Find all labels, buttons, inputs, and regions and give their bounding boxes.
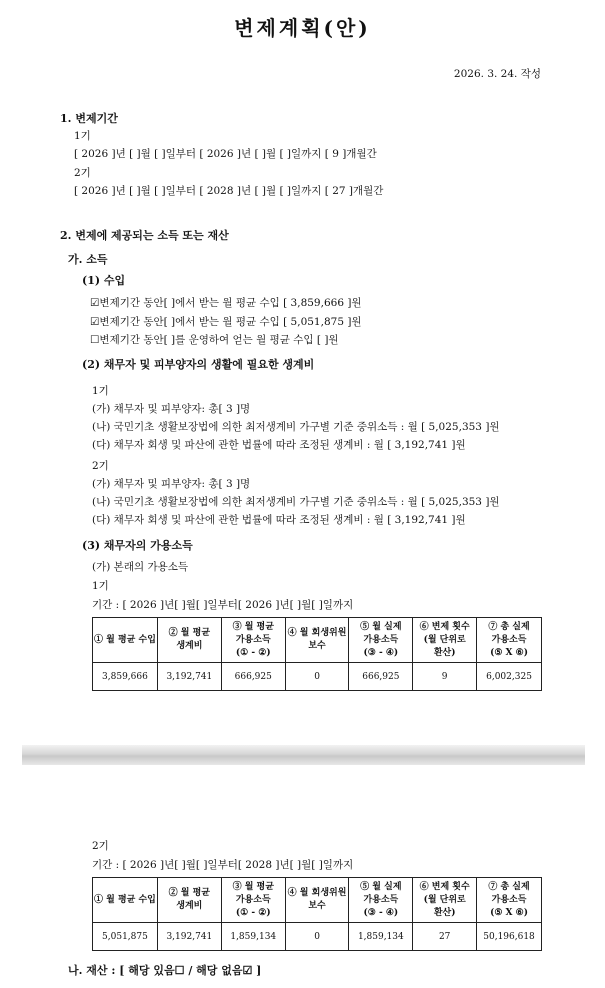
revenue-heading: (1) 수입: [82, 274, 126, 287]
table-row: [93, 923, 542, 951]
table-1-label: 1기: [92, 580, 109, 592]
checkbox-icon[interactable]: ☐: [90, 334, 100, 346]
section-2-heading: 2. 변제에 제공되는 소득 또는 재산: [60, 229, 229, 242]
section-1-heading: 1. 변제기간: [60, 112, 118, 125]
table-cell: 5,051,875: [93, 923, 158, 951]
checkbox-icon[interactable]: ☑: [90, 316, 100, 328]
table-header-cell: ⑦ 총 실제 가용소득 (⑤ X ⑥): [477, 878, 542, 923]
available-income-table-2: [92, 877, 542, 951]
table-cell: 3,192,741: [157, 923, 221, 951]
period-1-label: 1기: [74, 130, 91, 142]
income-subheading: 가. 소득: [68, 253, 108, 266]
table-cell: 0: [285, 663, 349, 691]
living-p1-line-3: (다) 채무자 회생 및 파산에 관한 법률에 따라 조정된 생계비 : 월 [ 3,192,741 ]원: [92, 439, 466, 451]
table-cell: 1,859,134: [221, 923, 285, 951]
table-row: [93, 663, 542, 691]
table-cell: 3,192,741: [157, 663, 221, 691]
table-header-cell: ⑤ 월 실제 가용소득 (③ - ④): [349, 618, 413, 663]
table-cell: 666,925: [221, 663, 285, 691]
available-income-subheading: (가) 본래의 가용소득: [92, 561, 189, 573]
table-cell: 9: [413, 663, 477, 691]
document-date: 2026. 3. 24. 작성: [453, 68, 541, 80]
table-header-cell: ② 월 평균 생계비: [157, 618, 221, 663]
table-header-cell: ② 월 평균 생계비: [157, 878, 221, 923]
page-separator: [22, 745, 585, 765]
property-line: 나. 재산 : [ 해당 있음☐ / 해당 없음☑ ]: [68, 964, 262, 977]
living-p1-line-2: (나) 국민기초 생활보장법에 의한 최저생계비 가구별 기준 중위소득 : 월 [ 5,025,353 ]원: [92, 421, 500, 433]
table-header-cell: ⑦ 총 실제 가용소득 (⑤ X ⑥): [477, 618, 542, 663]
table-header-cell: ⑥ 변제 횟수 (월 단위로 환산): [413, 878, 477, 923]
table-header-cell: ⑤ 월 실제 가용소득 (③ - ④): [349, 878, 413, 923]
document-title: 변제계획(안): [234, 16, 371, 40]
living-p2-line-2: (나) 국민기초 생활보장법에 의한 최저생계비 가구별 기준 중위소득 : 월 [ 5,025,353 ]원: [92, 496, 500, 508]
table-header-cell: ④ 월 회생위원 보수: [285, 618, 349, 663]
living-period-1-label: 1기: [92, 385, 109, 397]
table-cell: 1,859,134: [349, 923, 413, 951]
table-cell: 50,196,618: [477, 923, 542, 951]
income-line-2: ☑변제기간 동안[ ]에서 받는 월 평균 수입 [ 5,051,875 ]원: [90, 316, 362, 328]
table-1-period: 기간 : [ 2026 ]년[ ]월[ ]일부터[ 2026 ]년[ ]월[ ]일까지: [92, 599, 354, 611]
period-1-dates: [ 2026 ]년 [ ]월 [ ]일부터 [ 2026 ]년 [ ]월 [ ]일까지 [ 9 ]개월간: [74, 148, 377, 160]
table-cell: 27: [413, 923, 477, 951]
income-line-3: ☐변제기간 동안[ ]를 운영하여 얻는 월 평균 수입 [ ]원: [90, 334, 339, 346]
living-period-2-label: 2기: [92, 460, 109, 472]
table-2-label: 2기: [92, 840, 109, 852]
table-cell: 6,002,325: [477, 663, 542, 691]
table-header-cell: ③ 월 평균 가용소득 (① - ②): [221, 618, 285, 663]
table-header-cell: ① 월 평균 수입: [93, 878, 158, 923]
checkbox-icon[interactable]: ☑: [90, 297, 100, 309]
table-header-cell: ④ 월 회생위원 보수: [285, 878, 349, 923]
table-cell: 666,925: [349, 663, 413, 691]
living-p1-line-1: (가) 채무자 및 피부양자: 총[ 3 ]명: [92, 403, 251, 415]
living-cost-heading: (2) 채무자 및 피부양자의 생활에 필요한 생계비: [82, 358, 315, 371]
period-2-label: 2기: [74, 167, 91, 179]
available-income-heading: (3) 채무자의 가용소득: [82, 539, 193, 552]
table-cell: 0: [285, 923, 349, 951]
table-header-cell: ③ 월 평균 가용소득 (① - ②): [221, 878, 285, 923]
table-header-cell: ⑥ 변제 횟수 (월 단위로 환산): [413, 618, 477, 663]
period-2-dates: [ 2026 ]년 [ ]월 [ ]일부터 [ 2028 ]년 [ ]월 [ ]일까지 [ 27 ]개월간: [74, 185, 384, 197]
living-p2-line-1: (가) 채무자 및 피부양자: 총[ 3 ]명: [92, 478, 251, 490]
available-income-table-1: [92, 617, 542, 691]
living-p2-line-3: (다) 채무자 회생 및 파산에 관한 법률에 따라 조정된 생계비 : 월 [ 3,192,741 ]원: [92, 514, 466, 526]
table-header-cell: ① 월 평균 수입: [93, 618, 158, 663]
income-line-1: ☑변제기간 동안[ ]에서 받는 월 평균 수입 [ 3,859,666 ]원: [90, 297, 362, 309]
table-2-period: 기간 : [ 2026 ]년[ ]월[ ]일부터[ 2028 ]년[ ]월[ ]일까지: [92, 859, 354, 871]
table-cell: 3,859,666: [93, 663, 158, 691]
